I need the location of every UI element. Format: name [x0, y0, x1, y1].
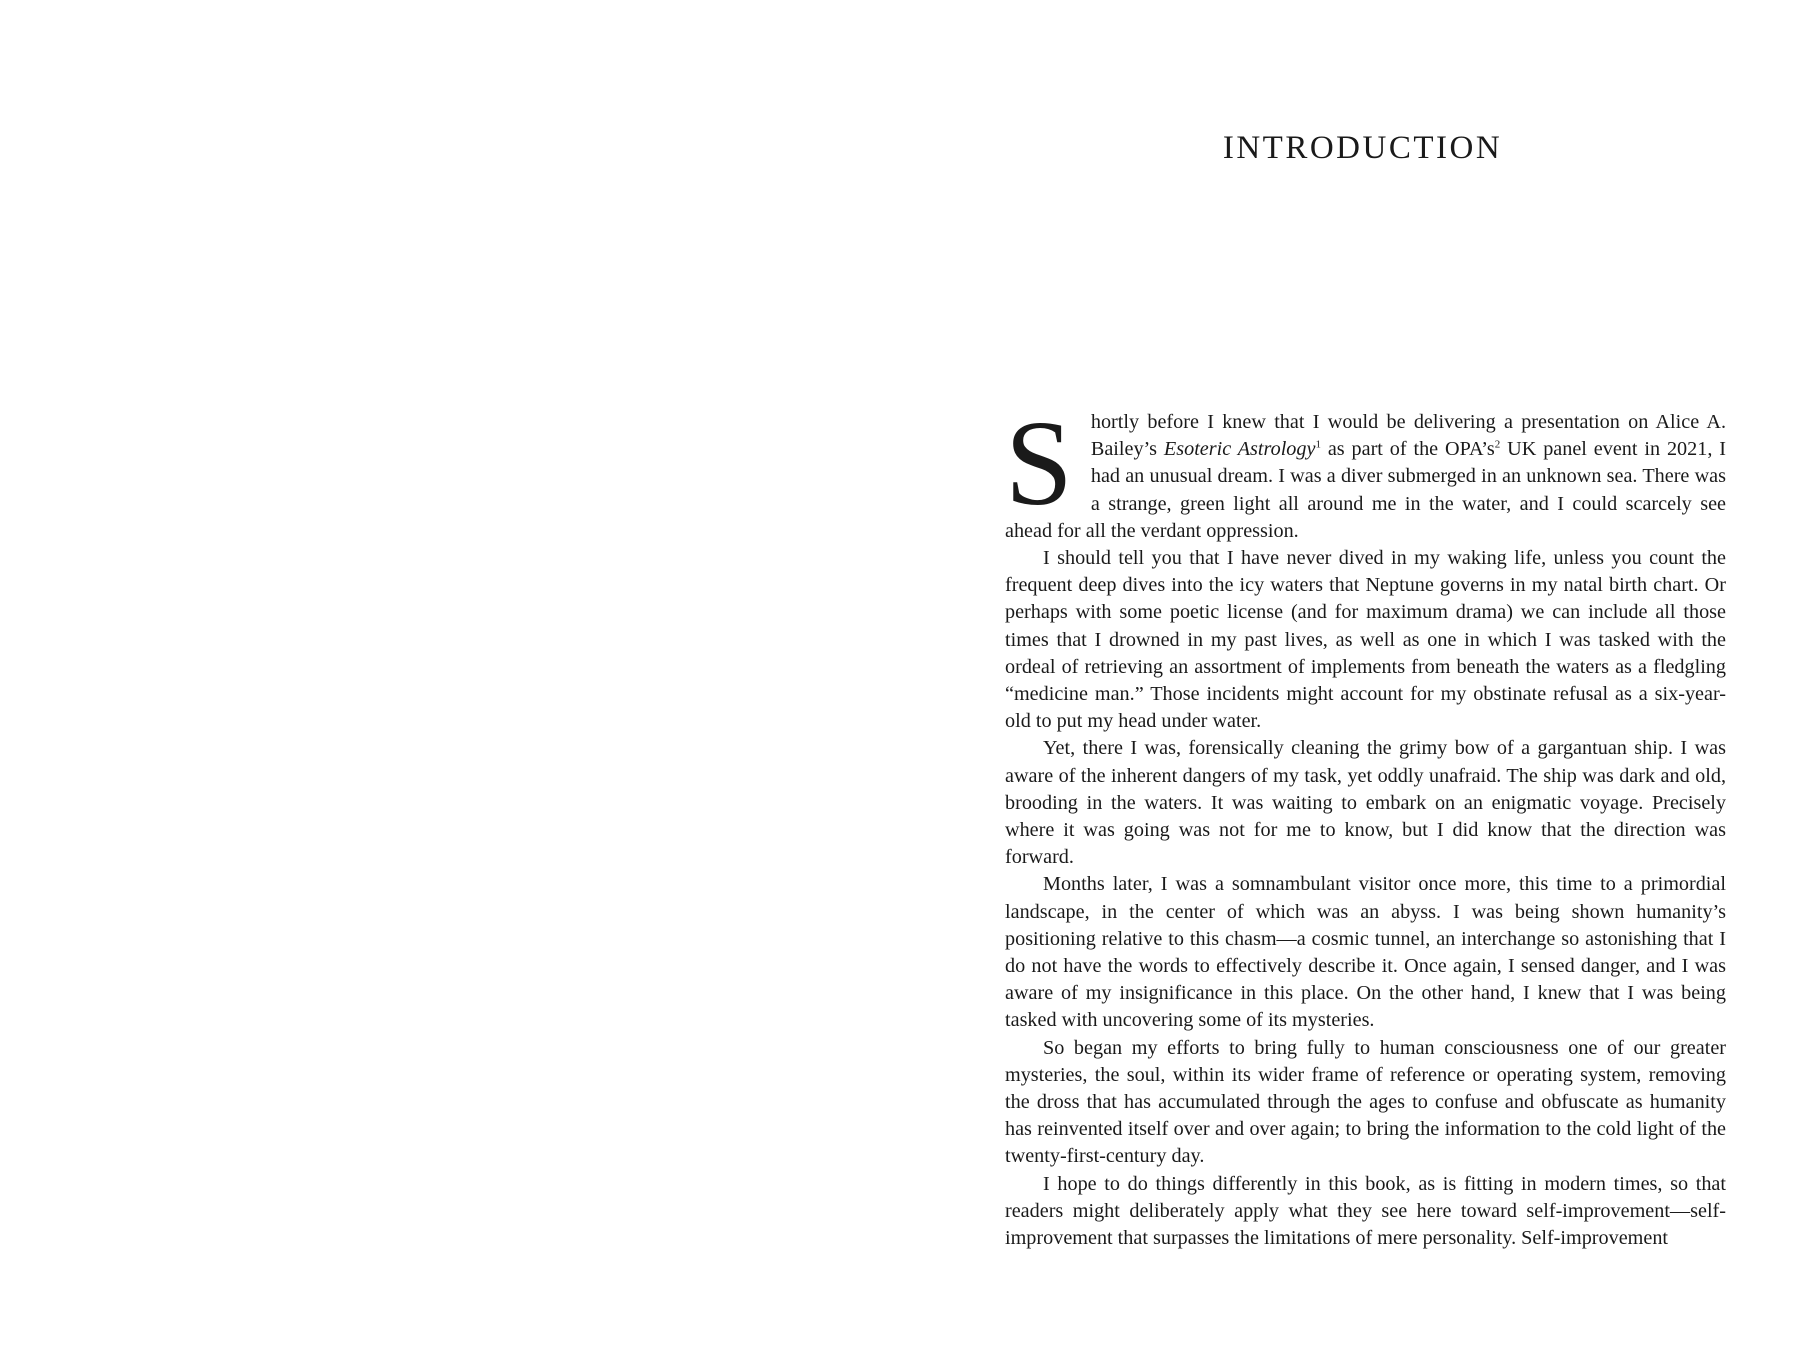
paragraph-1-text-c: UK panel event in 2021, I had an unusual dream. I was a diver submerged in an unknown sea. There was a strange, green light all around me in the water, and I could scarcely see ahead for all the verdant oppression.: [1005, 438, 1726, 542]
drop-cap: S: [1005, 396, 1073, 531]
paragraph-5: So began my efforts to bring fully to human consciousness one of our greater mysteries, the soul, within its wider frame of reference or operating system, removing the dross that has accumulated through the ages to confuse and obfuscate as humanity has reinvented itself over and over again; to bring the information to the cold light of the twenty-first-century day.: [1005, 1036, 1726, 1168]
body-text: [1005, 396, 1726, 1252]
paragraph-3: Yet, there I was, forensically cleaning the grimy bow of a gargantuan ship. I was aware of the inherent dangers of my task, yet oddly unafraid. The ship was dark and old, brooding in the waters. It was waiting to embark on an enigmatic voyage. Precisely where it was going was not for me to know, but I did know that the direction was forward.: [1005, 737, 1726, 869]
book-title-italic: Esoteric Astrology: [1163, 438, 1316, 461]
paragraph-4: Months later, I was a somnambulant visitor once more, this time to a primordial landscape, in the center of which was an abyss. I was being shown humanity’s positioning relative to this chasm—a cosmic tunnel, an interchange so astonishing that I do not have the words to effectively describe it. Once again, I sensed danger, and I was aware of my insignificance in this place. On the other hand, I knew that I was being tasked with uncovering some of its mysteries.: [1005, 873, 1726, 1032]
paragraph-6: I hope to do things differently in this book, as is fitting in modern times, so that readers might deliberately apply what they see here toward self-improvement—self-improvement that surpasses the limitations of mere personality. Self-improvement: [1005, 1172, 1726, 1250]
footnote-marker-1[interactable]: 1: [1315, 438, 1321, 451]
footnote-marker-2[interactable]: 2: [1494, 438, 1501, 451]
chapter-title: INTRODUCTION: [1222, 130, 1503, 166]
paragraph-1: [1005, 396, 1726, 545]
paragraph-1-text-b: as part of the OPA’s: [1320, 438, 1495, 461]
paragraph-2: I should tell you that I have never dived in my waking life, unless you count the frequent deep dives into the icy waters that Neptune governs in my natal birth chart. Or perhaps with some poetic license (and for maximum drama) we can include all those times that I drowned in my past lives, as well as one in which I was tasked with the ordeal of retrieving an assortment of implements from beneath the waters as a fledgling “medicine man.” Those incidents might account for my obstinate refusal as a six-year-old to put my head under water.: [1005, 547, 1726, 733]
paragraph-1-text-a: hortly before I knew that I would be delivering a presentation on Alice A. Bailey’s: [1090, 411, 1726, 461]
